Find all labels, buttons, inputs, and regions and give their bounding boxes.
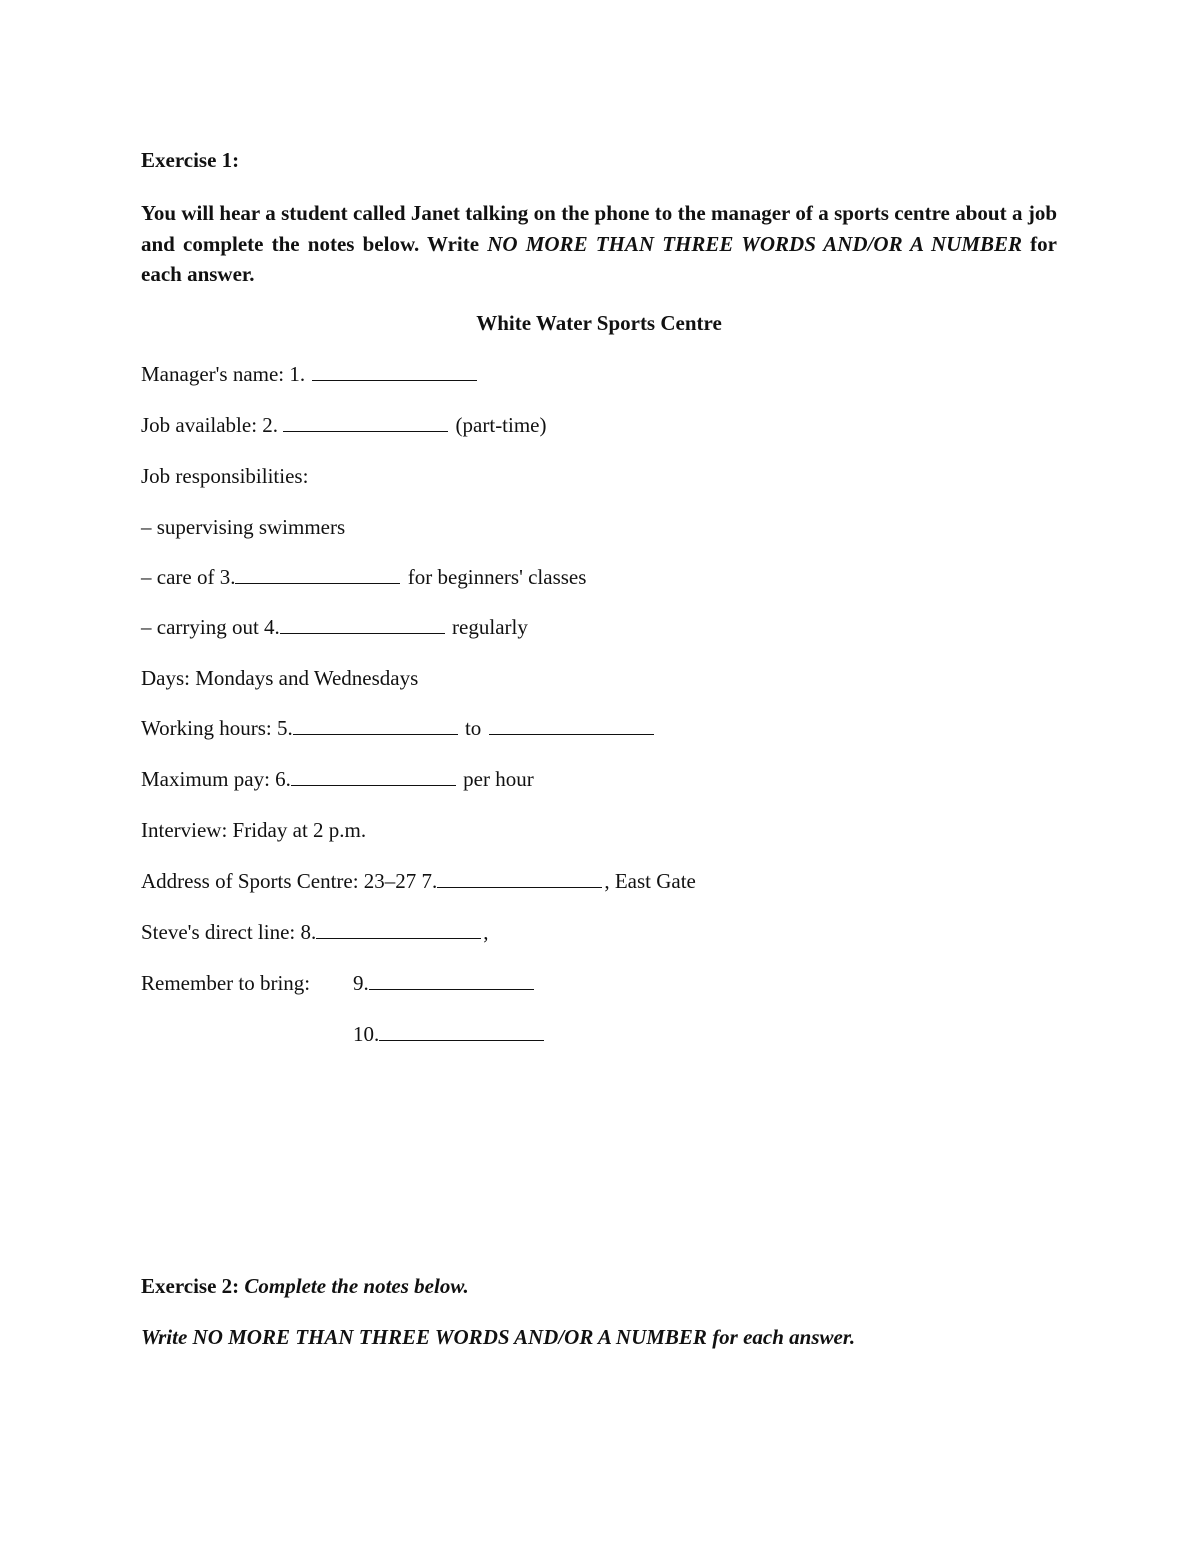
responsibility-carrying-suffix: regularly <box>446 615 528 639</box>
answer-blank-5a[interactable] <box>293 715 458 735</box>
interview-row: Interview: Friday at 2 p.m. <box>141 818 367 842</box>
address-suffix: , East Gate <box>604 869 696 893</box>
responsibility-care-row <box>141 564 586 590</box>
answer-blank-5b[interactable] <box>489 715 654 735</box>
responsibility-supervising: – supervising swimmers <box>141 515 346 539</box>
manager-name-row <box>141 361 479 387</box>
answer-blank-9[interactable] <box>369 970 534 990</box>
exercise-2-heading: Exercise 2: <box>141 1274 240 1298</box>
address-label: Address of Sports Centre: 23–27 7. <box>141 869 438 893</box>
exercise-1-heading: Exercise 1: <box>141 148 240 172</box>
responsibility-carrying-label: – carrying out 4. <box>141 615 280 639</box>
working-hours-row <box>141 715 656 741</box>
bring-item-10-row <box>353 1021 546 1047</box>
bring-item-9-row <box>353 970 536 996</box>
responsibility-care-suffix: for beginners' classes <box>402 565 587 589</box>
maximum-pay-label: Maximum pay: 6. <box>141 767 291 791</box>
direct-line-label: Steve's direct line: 8. <box>141 920 317 944</box>
instruction-text: You will hear a student called Janet talking on the phone to the manager of a sports centre about a job and complete the notes below. Write <box>141 201 1057 256</box>
job-available-label: Job available: 2. <box>141 413 284 437</box>
bring-item-10-number: 10. <box>353 1022 380 1046</box>
answer-blank-10[interactable] <box>379 1021 544 1041</box>
responsibility-carrying-row <box>141 614 528 640</box>
job-available-suffix: (part-time) <box>450 413 547 437</box>
responsibility-care-label: – care of 3. <box>141 565 236 589</box>
remember-to-bring-label: Remember to bring: <box>141 971 311 995</box>
direct-line-row <box>141 919 489 945</box>
working-hours-to: to <box>459 716 487 740</box>
direct-line-suffix: , <box>483 920 489 944</box>
job-responsibilities-label: Job responsibilities: <box>141 464 309 488</box>
exercise-2-heading-row <box>141 1273 469 1299</box>
answer-blank-8[interactable] <box>316 919 481 939</box>
answer-blank-1[interactable] <box>312 361 477 381</box>
bring-item-9-number: 9. <box>353 971 369 995</box>
address-row <box>141 868 696 894</box>
answer-blank-3[interactable] <box>235 564 400 584</box>
exercise-2-subheading: Complete the notes below. <box>244 1274 469 1298</box>
answer-blank-4[interactable] <box>280 614 445 634</box>
job-available-row <box>141 412 547 438</box>
instruction-text-end: for each answer. <box>141 231 1057 286</box>
maximum-pay-row <box>141 766 534 792</box>
manager-name-label: Manager's name: 1. <box>141 362 311 386</box>
answer-blank-7[interactable] <box>437 868 602 888</box>
form-title: White Water Sports Centre <box>476 311 722 335</box>
exercise-1-instructions <box>141 198 1057 290</box>
maximum-pay-suffix: per hour <box>457 767 534 791</box>
days-row: Days: Mondays and Wednesdays <box>141 666 419 690</box>
answer-blank-6[interactable] <box>291 766 456 786</box>
answer-blank-2[interactable] <box>283 412 448 432</box>
exercise-2-instructions: Write NO MORE THAN THREE WORDS AND/OR A NUMBER for each answer. <box>141 1325 856 1349</box>
working-hours-label: Working hours: 5. <box>141 716 293 740</box>
instruction-emphasis: NO MORE THAN THREE WORDS AND/OR A NUMBER <box>487 231 1023 256</box>
